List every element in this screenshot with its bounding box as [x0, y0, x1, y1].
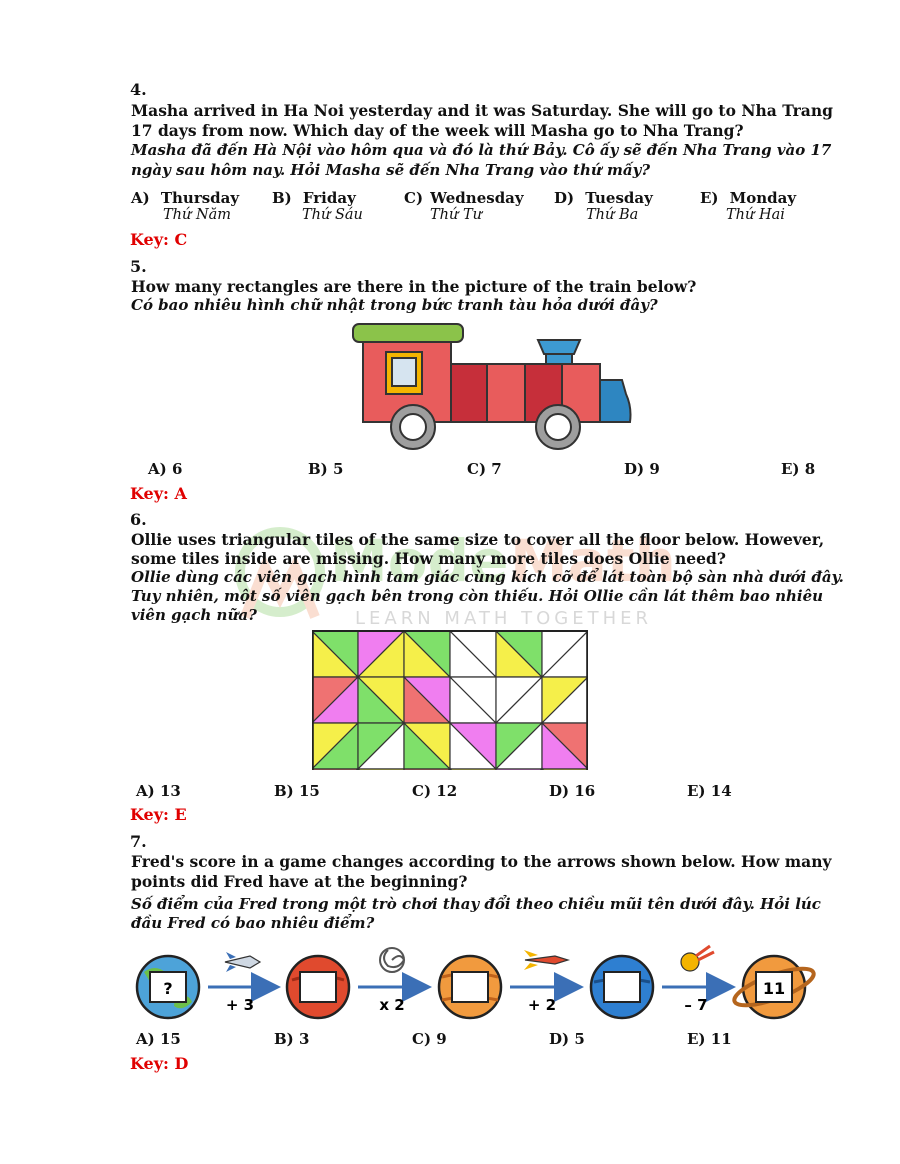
q7-answer-key: Key: D — [130, 1054, 189, 1073]
tile — [404, 769, 450, 770]
blue-planet-icon — [591, 956, 653, 1018]
q4-option-e — [700, 188, 796, 223]
q6-option-c: C) 12 — [412, 782, 458, 800]
train-wheel — [545, 414, 571, 440]
q6-text-vi-1: Ollie dùng các viên gạch hình tam giác cùng kích cỡ để lát toàn bộ sàn nhà dưới đây. — [131, 568, 844, 586]
q6-text-vi-3: viên gạch nữa? — [131, 606, 257, 624]
tile — [450, 769, 496, 770]
q4-option-label: D) — [554, 189, 575, 207]
q5-option-d: D) 9 — [624, 460, 660, 478]
q4-option-en: Monday — [729, 189, 797, 207]
train-illustration — [348, 322, 648, 452]
q4-option-vi: Thứ Hai — [726, 207, 785, 223]
spaceship-icon — [225, 952, 260, 972]
train-chimney — [538, 340, 580, 354]
q7-text-en-2: points did Fred have at the beginning? — [131, 872, 468, 891]
tile-floor — [312, 630, 588, 770]
q5-text-vi-1: Có bao nhiêu hình chữ nhật trong bức tranh tàu hỏa dưới đây? — [131, 296, 658, 314]
q4-option-en: Friday — [302, 189, 356, 207]
q7-option-c: C) 9 — [412, 1030, 447, 1048]
q4-text-en-2: 17 days from now. Which day of the week will Masha go to Nha Trang? — [131, 121, 744, 140]
train-wheel — [400, 414, 426, 440]
score-chain — [130, 942, 820, 1032]
q4-option-c — [404, 188, 524, 223]
q4-option-en: Tuesday — [585, 189, 653, 207]
q4-option-en: Wednesday — [430, 189, 524, 207]
q4-option-label: C) — [404, 189, 424, 207]
q4-option-label: A) — [131, 189, 150, 207]
q6-option-e: E) 14 — [687, 782, 732, 800]
watermark-brand-left: Mode — [330, 527, 509, 595]
q7-option-d: D) 5 — [549, 1030, 585, 1048]
q4-text-en-1: Masha arrived in Ha Noi yesterday and it was Saturday. She will go to Nha Trang — [131, 101, 833, 120]
watermark-brand-right: Math — [510, 527, 676, 595]
q5-option-b: B) 5 — [308, 460, 344, 478]
q4-number: 4. — [130, 80, 147, 99]
q7-option-a: A) 15 — [136, 1030, 181, 1048]
q4-option-d — [554, 188, 653, 223]
q5-option-e: E) 8 — [781, 460, 816, 478]
train-window — [392, 358, 416, 386]
q7-option-e: E) 11 — [687, 1030, 732, 1048]
q7-option-b: B) 3 — [274, 1030, 310, 1048]
tile — [358, 769, 404, 770]
tile — [542, 769, 588, 770]
q4-option-vi: Thứ Sáu — [302, 207, 363, 223]
q4-option-en: Thursday — [160, 189, 240, 207]
q5-answer-key: Key: A — [130, 484, 187, 503]
tile — [312, 769, 358, 770]
q5-text-en-1: How many rectangles are there in the picture of the train below? — [131, 277, 697, 296]
q5-option-a: A) 6 — [148, 460, 183, 478]
q4-option-label: E) — [700, 189, 719, 207]
q7-text-vi-2: đầu Fred có bao nhiêu điểm? — [131, 914, 375, 932]
q5-option-c: C) 7 — [467, 460, 502, 478]
q6-text-en-1: Ollie uses triangular tiles of the same size to cover all the floor below. However, — [131, 530, 825, 549]
q5-number: 5. — [130, 257, 147, 276]
red-planet-icon — [287, 956, 349, 1018]
op-multiply-2: x 2 — [379, 996, 405, 1014]
q6-text-en-2: some tiles inside are missing. How many more tiles does Ollie need? — [131, 549, 726, 568]
q6-number: 6. — [130, 510, 147, 529]
train-segment — [487, 364, 525, 422]
q6-option-a: A) 13 — [136, 782, 181, 800]
tile — [496, 769, 542, 770]
train-segment — [451, 364, 487, 422]
q7-text-vi-1: Số điểm của Fred trong một trò chơi thay đổi theo chiều mũi tên dưới đây. Hỏi lúc — [131, 895, 821, 913]
q4-option-a — [131, 188, 239, 223]
train-front — [600, 380, 631, 422]
q6-answer-key: Key: E — [130, 805, 187, 824]
q7-text-en-1: Fred's score in a game changes according to the arrows shown below. How many — [131, 852, 832, 871]
start-value: ? — [163, 979, 173, 998]
op-add-3: + 3 — [225, 996, 255, 1014]
q6-option-d: D) 16 — [549, 782, 596, 800]
q4-option-b — [272, 188, 363, 223]
q6-text-vi-2: Tuy nhiên, một số viên gạch bên trong còn thiếu. Hỏi Ollie cần lát thêm bao nhiêu — [131, 587, 824, 605]
rocket-icon — [524, 950, 568, 970]
train-roof — [353, 324, 463, 342]
q4-option-vi: Thứ Ba — [586, 207, 639, 223]
orange-planet-icon — [439, 956, 501, 1018]
q4-option-vi: Thứ Năm — [163, 207, 232, 223]
op-add-2: + 2 — [527, 996, 557, 1014]
train-chimney-base — [546, 354, 572, 364]
q4-option-vi: Thứ Tư — [430, 207, 482, 223]
galaxy-icon — [380, 948, 404, 972]
end-value: 11 — [762, 979, 786, 998]
q4-text-vi-1: Masha đã đến Hà Nội vào hôm qua và đó là thứ Bảy. Cô ấy sẽ đến Nha Trang vào 17 — [131, 141, 832, 159]
q4-text-vi-2: ngày sau hôm nay. Hỏi Masha sẽ đến Nha Trang vào thứ mấy? — [131, 161, 651, 179]
q7-number: 7. — [130, 832, 147, 851]
op-subtract-7: – 7 — [684, 996, 708, 1014]
q4-option-label: B) — [272, 189, 292, 207]
q4-answer-key: Key: C — [130, 230, 188, 249]
comet-icon — [681, 946, 714, 971]
watermark-tagline: LEARN MATH TOGETHER — [355, 608, 653, 629]
q6-option-b: B) 15 — [274, 782, 320, 800]
